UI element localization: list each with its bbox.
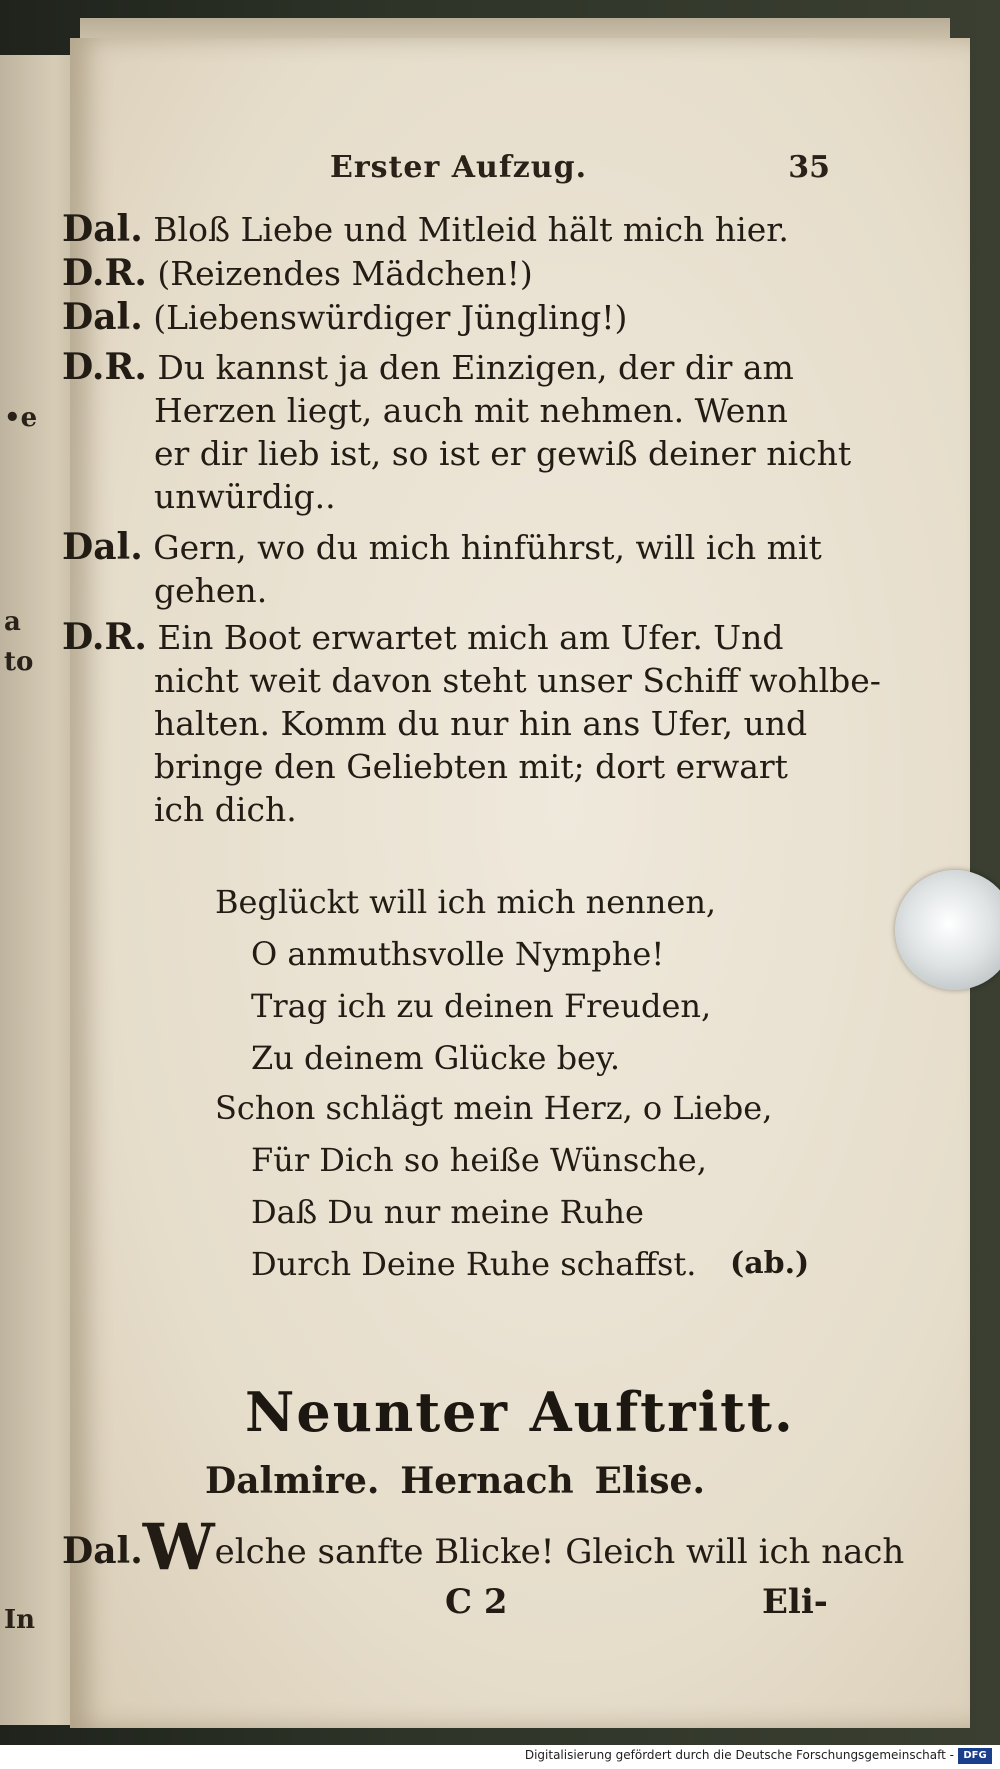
speech-3 bbox=[62, 296, 822, 339]
speaker-label: Dal. bbox=[62, 208, 143, 250]
speech-line: nicht weit davon steht unser Schiff wohlbe- bbox=[154, 661, 881, 700]
speech-line: Ein Boot erwartet mich am Ufer. Und bbox=[157, 618, 784, 657]
running-head: Erster Aufzug. bbox=[330, 150, 588, 185]
catchword: Eli- bbox=[762, 1582, 828, 1622]
speaker-label: Dal. bbox=[62, 296, 143, 338]
prev-page-fragment: In bbox=[4, 1605, 36, 1635]
speech-line: Du kannst ja den Einzigen, der dir am bbox=[157, 348, 794, 387]
speech-line: unwürdig.. bbox=[154, 477, 336, 516]
stage-direction: (ab.) bbox=[730, 1246, 810, 1281]
footer-credit: Digitalisierung gefördert durch die Deutsche Forschungsgemeinschaft - bbox=[524, 1748, 954, 1762]
speaker-label: Dal. bbox=[62, 526, 143, 568]
speech-6 bbox=[62, 616, 881, 831]
speech-line: gehen. bbox=[154, 571, 268, 610]
speaker-label: Dal. bbox=[62, 1530, 143, 1572]
signature-mark: C 2 bbox=[445, 1582, 508, 1622]
speech-line: er dir lieb ist, so ist er gewiß deiner nicht bbox=[154, 434, 852, 473]
speaker-label: D.R. bbox=[62, 252, 147, 294]
prev-page-fragment: to bbox=[4, 647, 34, 677]
speech-line: ich dich. bbox=[154, 790, 297, 829]
verse-line: Durch Deine Ruhe schaffst. bbox=[251, 1245, 697, 1283]
scene-characters bbox=[205, 1460, 705, 1502]
scene-opening-line bbox=[62, 1510, 905, 1585]
speech-1 bbox=[62, 208, 822, 251]
verse-line: Zu deinem Glücke bey. bbox=[251, 1039, 620, 1077]
scene-title: Neunter Auftritt. bbox=[245, 1380, 795, 1444]
verse-line: O anmuthsvolle Nymphe! bbox=[251, 935, 665, 973]
page-number: 35 bbox=[788, 150, 830, 185]
speech-line: (Reizendes Mädchen!) bbox=[157, 254, 533, 293]
verse-line: Schon schlägt mein Herz, o Liebe, bbox=[215, 1089, 773, 1127]
character-name: Dalmire. bbox=[205, 1460, 380, 1502]
verse-stanza-2 bbox=[215, 1082, 772, 1290]
verse-line: Daß Du nur meine Ruhe bbox=[251, 1193, 644, 1231]
drop-cap: W bbox=[142, 1510, 215, 1585]
character-name: Elise. bbox=[594, 1460, 705, 1502]
prev-page-fragment: a bbox=[4, 607, 21, 637]
speech-4 bbox=[62, 346, 852, 518]
dfg-logo: DFG bbox=[958, 1748, 992, 1764]
speech-line: elche sanfte Blicke! Gleich will ich nach bbox=[214, 1532, 905, 1572]
speech-line: halten. Komm du nur hin ans Ufer, und bbox=[154, 704, 808, 743]
character-name: Hernach bbox=[400, 1460, 574, 1502]
speech-line: Herzen liegt, auch mit nehmen. Wenn bbox=[154, 391, 788, 430]
verse-line: Beglückt will ich mich nennen, bbox=[215, 883, 717, 921]
verse-line: Trag ich zu deinen Freuden, bbox=[251, 987, 712, 1025]
prev-page-fragment: •e bbox=[4, 403, 38, 433]
speech-line: Bloß Liebe und Mitleid hält mich hier. bbox=[153, 210, 789, 249]
speaker-label: D.R. bbox=[62, 346, 147, 388]
speech-2 bbox=[62, 252, 822, 295]
speech-line: bringe den Geliebten mit; dort erwart bbox=[154, 747, 788, 786]
speech-line: Gern, wo du mich hinführst, will ich mit bbox=[153, 528, 822, 567]
speech-5 bbox=[62, 526, 822, 612]
verse-line: Für Dich so heiße Wünsche, bbox=[251, 1141, 707, 1179]
speaker-label: D.R. bbox=[62, 616, 147, 658]
verse-stanza-1 bbox=[215, 876, 716, 1084]
speech-line: (Liebenswürdiger Jüngling!) bbox=[153, 298, 628, 337]
